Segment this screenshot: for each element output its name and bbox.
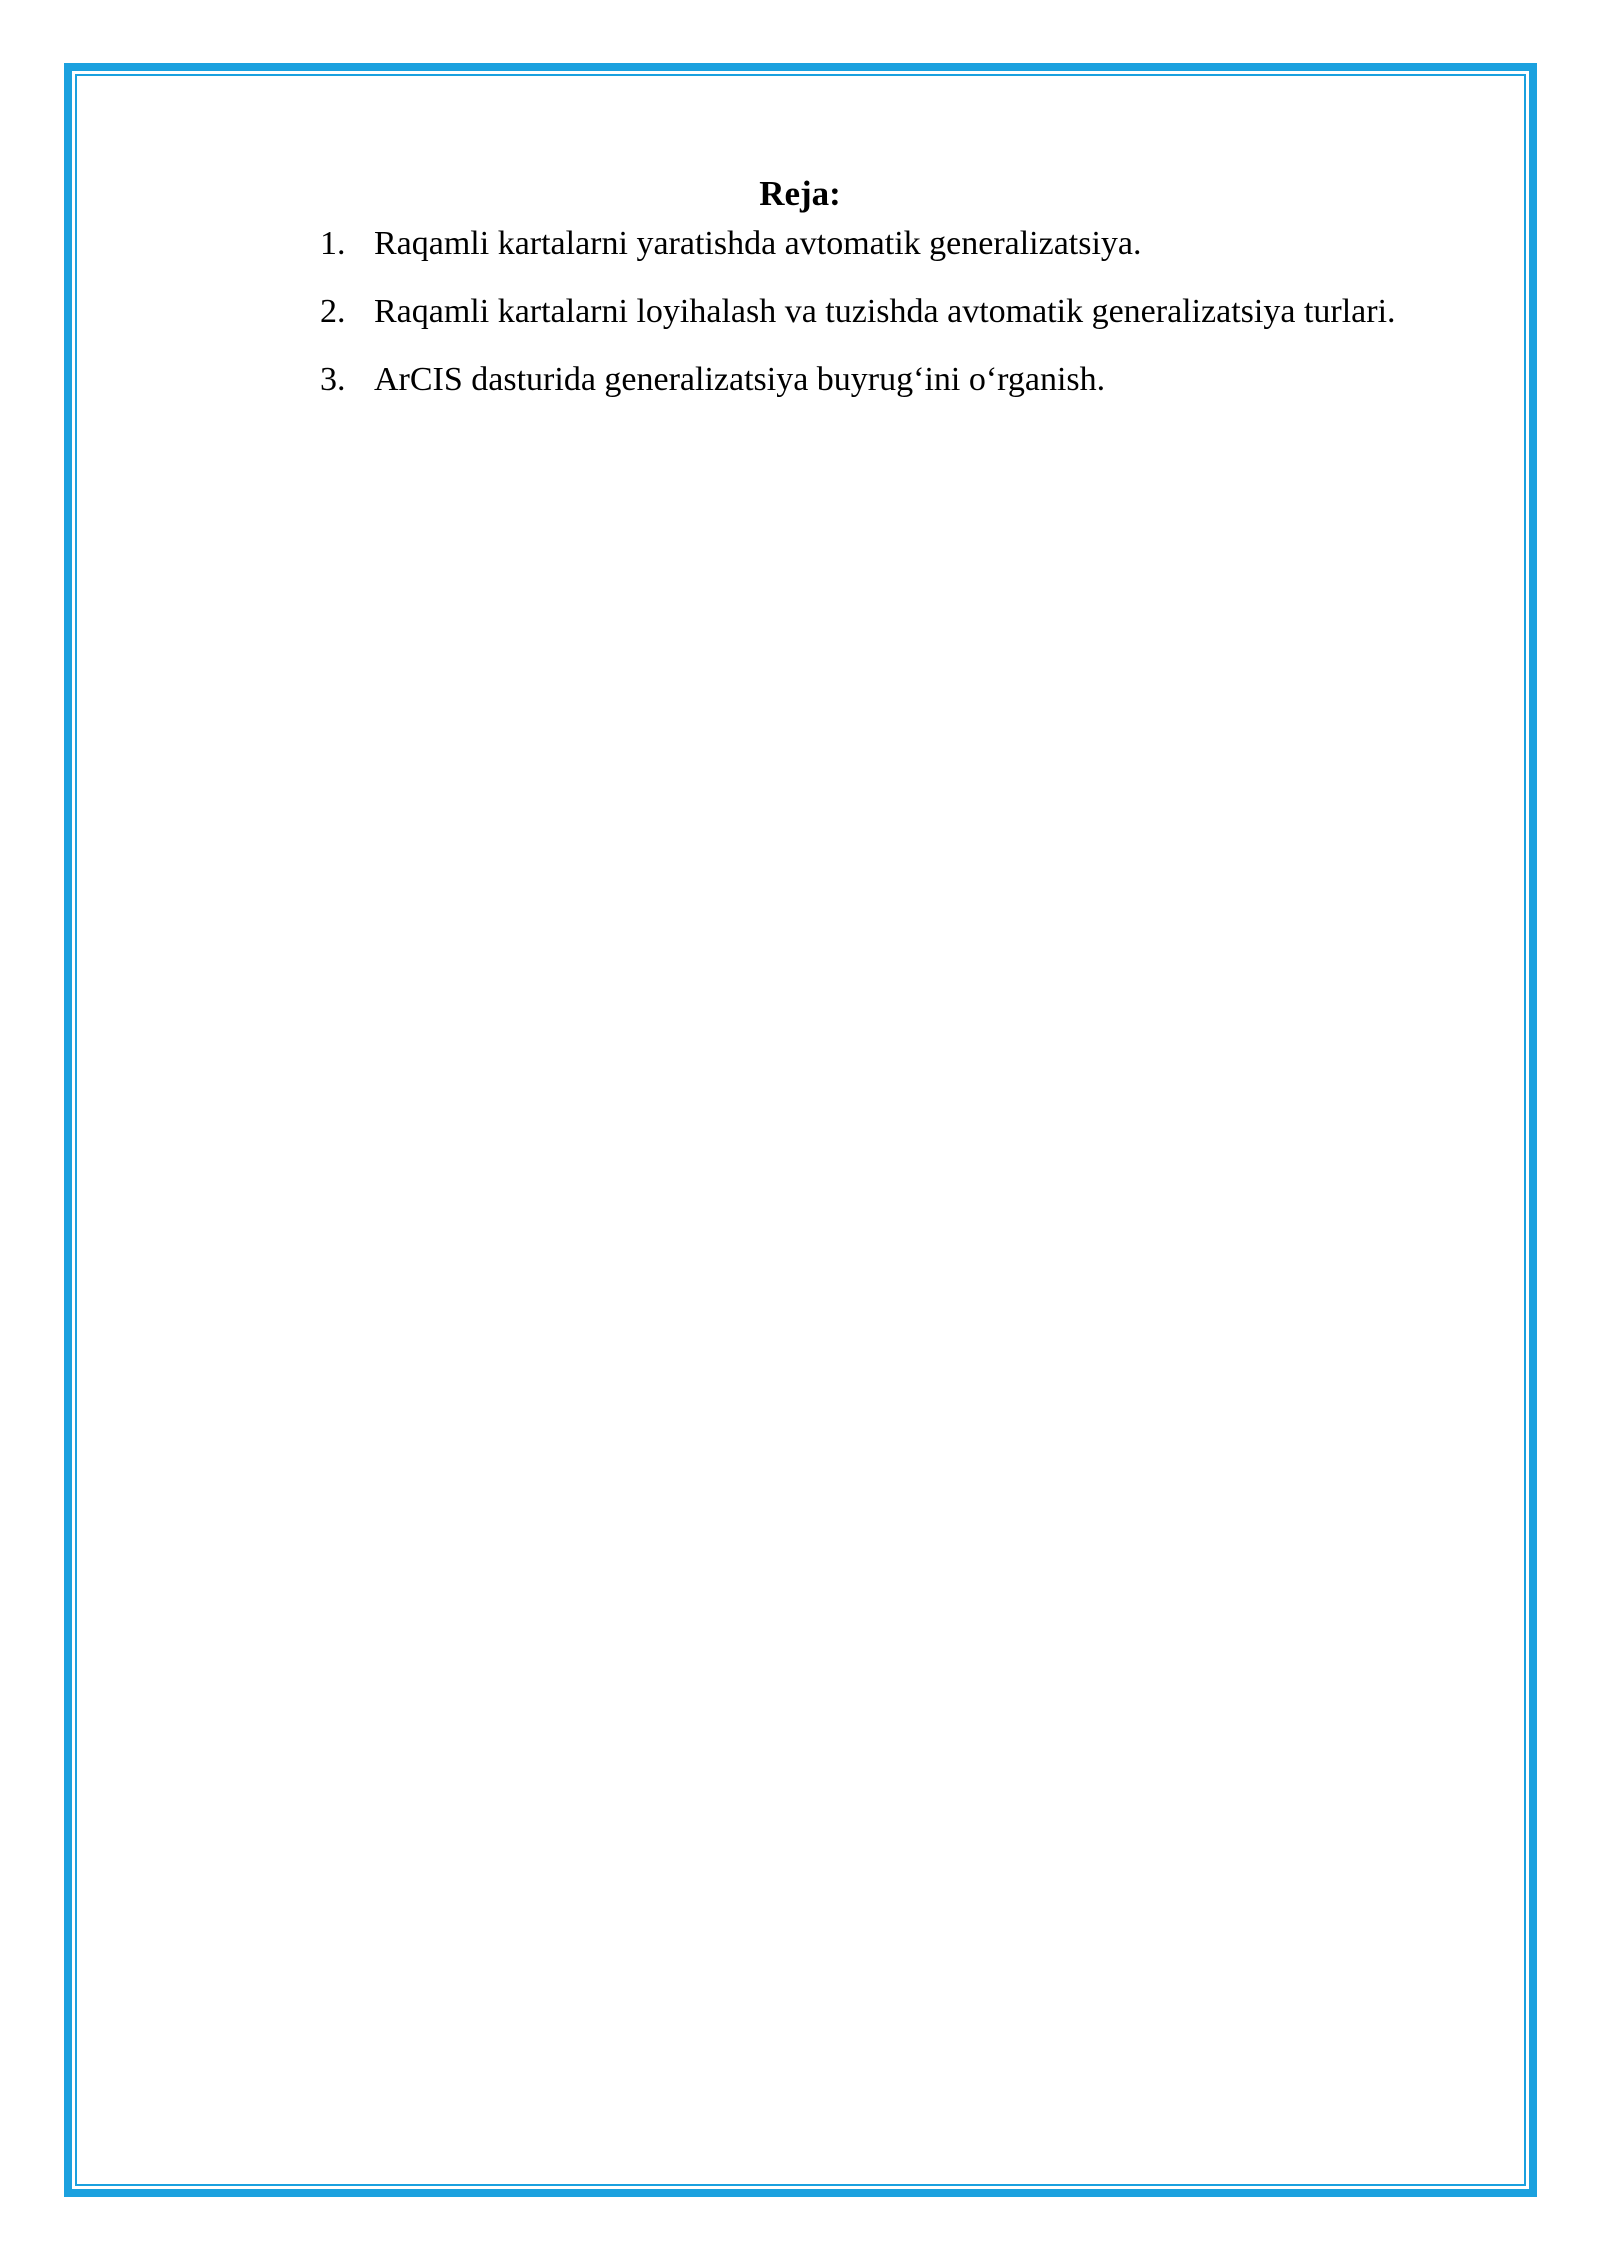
- plan-item: [320, 222, 1396, 266]
- plan-item-number: 1.: [320, 225, 346, 262]
- plan-item: [320, 290, 1396, 334]
- plan-item-text: Raqamli kartalarni yaratishda avtomatik generalizatsiya.: [374, 225, 1142, 262]
- plan-item-text: ArCIS dasturida generalizatsiya buyrug‘ini o‘rganish.: [374, 361, 1106, 398]
- plan-title: Reja:: [759, 174, 841, 213]
- plan-item-text: Raqamli kartalarni loyihalash va tuzishda avtomatik generalizatsiya turlari.: [374, 293, 1396, 330]
- plan-item: [320, 358, 1396, 402]
- plan-list: [320, 222, 1396, 426]
- plan-item-number: 2.: [320, 293, 346, 330]
- plan-item-number: 3.: [320, 361, 346, 398]
